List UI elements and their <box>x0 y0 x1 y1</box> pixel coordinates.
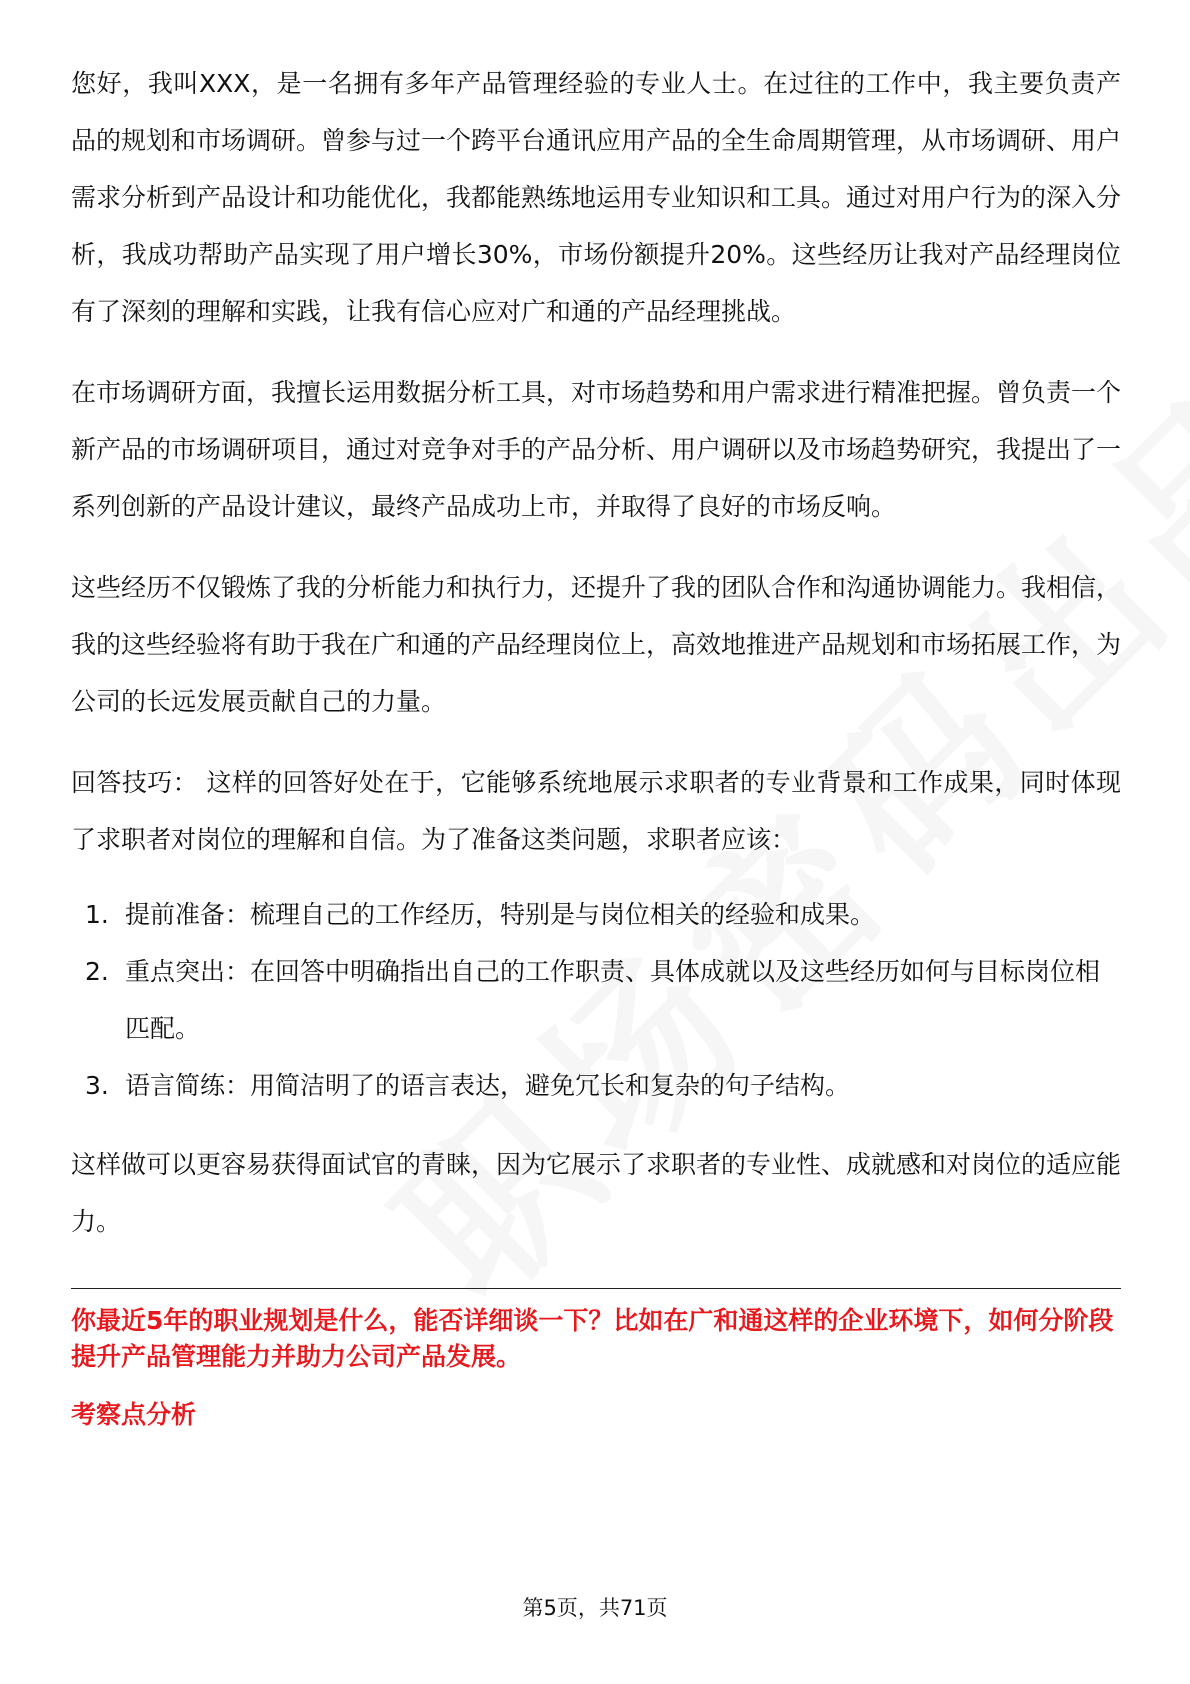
closing-paragraph: 这样做可以更容易获得面试官的青睐，因为它展示了求职者的专业性、成就感和对岗位的适应能力。 <box>71 1150 1122 1236</box>
list-item-text: 重点突出：在回答中明确指出自己的工作职责、具体成就以及这些经历如何与目标岗位相匹配。 <box>125 957 1101 1043</box>
list-item-number: 1. <box>85 900 109 929</box>
list-item-text: 提前准备：梳理自己的工作经历，特别是与岗位相关的经验和成果。 <box>125 900 876 929</box>
list-item <box>71 943 1121 1057</box>
list-item-number: 2. <box>85 957 109 986</box>
section-divider <box>71 1288 1121 1289</box>
list-item <box>71 1057 1121 1114</box>
list-item-number: 3. <box>85 1071 109 1100</box>
answer-paragraph-2: 在市场调研方面，我擅长运用数据分析工具，对市场趋势和用户需求进行精准把握。曾负责一个新产品的市场调研项目，通过对竞争对手的产品分析、用户调研以及市场趋势研究，我提出了一系列创新的产品设计建议，最终产品成功上市，并取得了良好的市场反响。 <box>71 378 1122 521</box>
answer-paragraph-1: 您好，我叫XXX，是一名拥有多年产品管理经验的专业人士。在过往的工作中，我主要负责产品的规划和市场调研。曾参与过一个跨平台通讯应用产品的全生命周期管理，从市场调研、用户需求分析到产品设计和功能优化，我都能熟练地运用专业知识和工具。通过对用户行为的深入分析，我成功帮助产品实现了用户增长30%，市场份额提升20%。这些经历让我对产品经理岗位有了深刻的理解和实践，让我有信心应对广和通的产品经理挑战。 <box>71 69 1122 326</box>
list-item <box>71 886 1121 943</box>
answer-paragraph-3: 这些经历不仅锻炼了我的分析能力和执行力，还提升了我的团队合作和沟通协调能力。我相信，我的这些经验将有助于我在广和通的产品经理岗位上，高效地推进产品规划和市场拓展工作，为公司的长远发展贡献自己的力量。 <box>71 573 1122 716</box>
list-item-text: 语言简练：用简洁明了的语言表达，避免冗长和复杂的句子结构。 <box>125 1071 851 1100</box>
page-footer: 第5页，共71页 <box>522 1596 668 1620</box>
next-question-heading: 你最近5年的职业规划是什么，能否详细谈一下？比如在广和通这样的企业环境下，如何分阶段提升产品管理能力并助力公司产品发展。 <box>71 1306 1114 1371</box>
page-content <box>71 55 1121 1433</box>
answer-tips-paragraph: 回答技巧： 这样的回答好处在于，它能够系统地展示求职者的专业背景和工作成果，同时体现了求职者对岗位的理解和自信。为了准备这类问题，求职者应该： <box>71 768 1121 854</box>
tips-list <box>71 886 1121 1114</box>
analysis-heading: 考察点分析 <box>71 1400 197 1429</box>
